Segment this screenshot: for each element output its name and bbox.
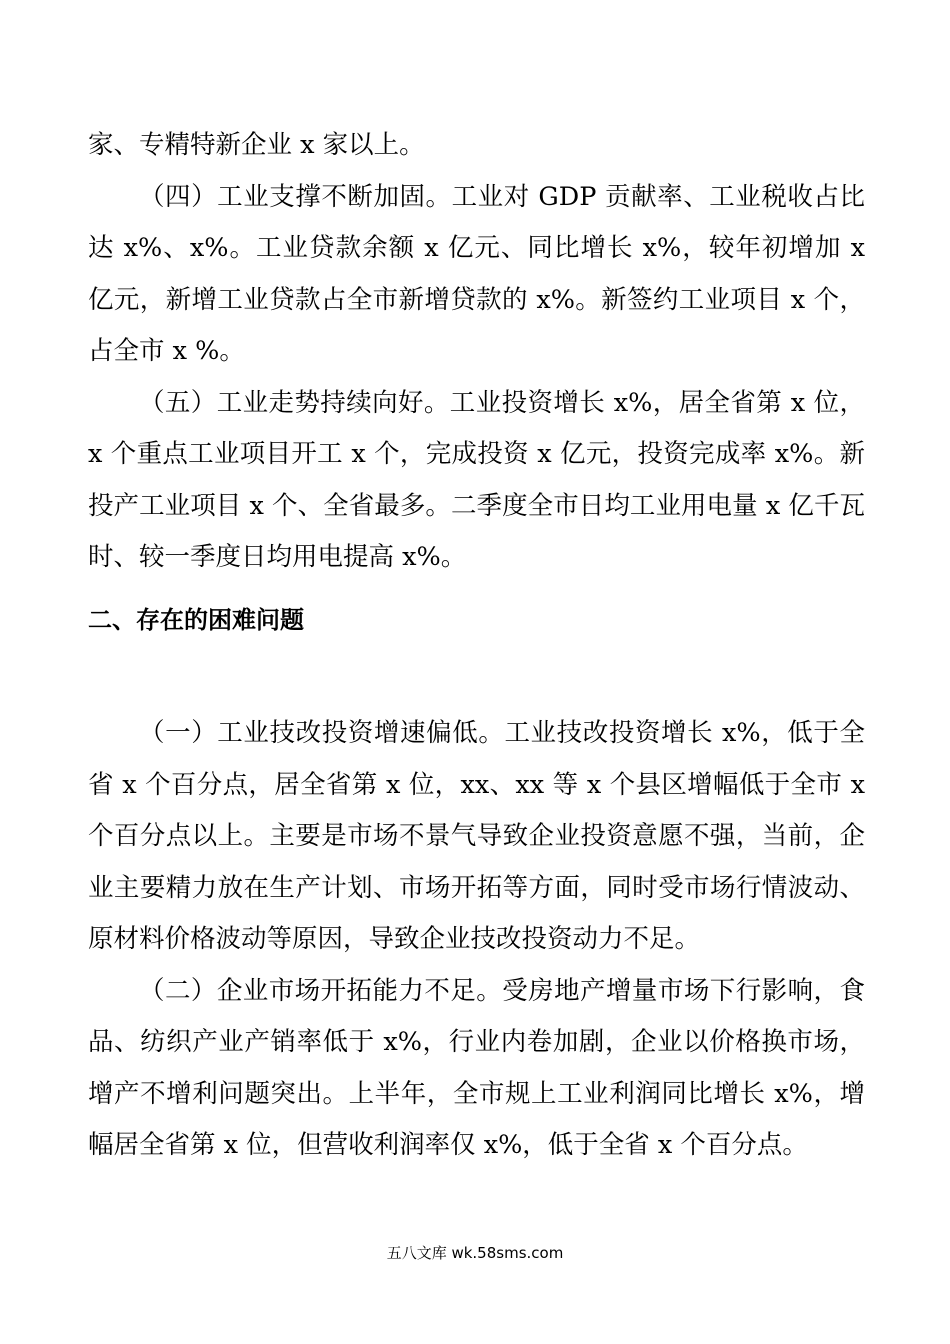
paragraph-difficulty-2: （二）企业市场开拓能力不足。受房地产增量市场下行影响，食品、纺织产业产销率低于 x%，行业内卷加剧，企业以价格换市场，增产不增利问题突出。上半年，全市规上工业利润同比增长 x%，增幅居全省第 x 位，但营收利润率仅 x%，低于全省 x 个百分点。 (88, 975, 865, 1160)
section-1-tail (88, 120, 865, 584)
paragraph-carryover: 家、专精特新企业 x 家以上。 (88, 130, 425, 160)
paragraph-difficulty-1: （一）工业技改投资增速偏低。工业技改投资增长 x%，低于全省 x 个百分点，居全省第 x 位，xx、xx 等 x 个县区增幅低于全市 x 个百分点以上。主要是市场不景气导致企业投资意愿不强，当前，企业主要精力放在生产计划、市场开拓等方面，同时受市场行情波动、原材料价格波动等原因，导致企业技改投资动力不足。 (88, 718, 865, 954)
paragraph-5: （五）工业走势持续向好。工业投资增长 x%，居全省第 x 位，x 个重点工业项目开工 x 个，完成投资 x 亿元，投资完成率 x%。新投产工业项目 x 个、全省最多。二季度全市日均工业用电量 x 亿千瓦时、较一季度日均用电提高 x%。 (88, 387, 865, 572)
section-2-heading: 二、存在的困难问题 (88, 606, 304, 634)
footer-watermark: 五八文库 wk.58sms.com (386, 1244, 564, 1262)
paragraph-4: （四）工业支撑不断加固。工业对 GDP 贡献率、工业税收占比达 x%、x%。工业贷款余额 x 亿元、同比增长 x%，较年初增加 x 亿元，新增工业贷款占全市新增贷款的 x%。新签约工业项目 x 个，占全市 x %。 (88, 181, 865, 366)
section-2-body (88, 708, 865, 1172)
